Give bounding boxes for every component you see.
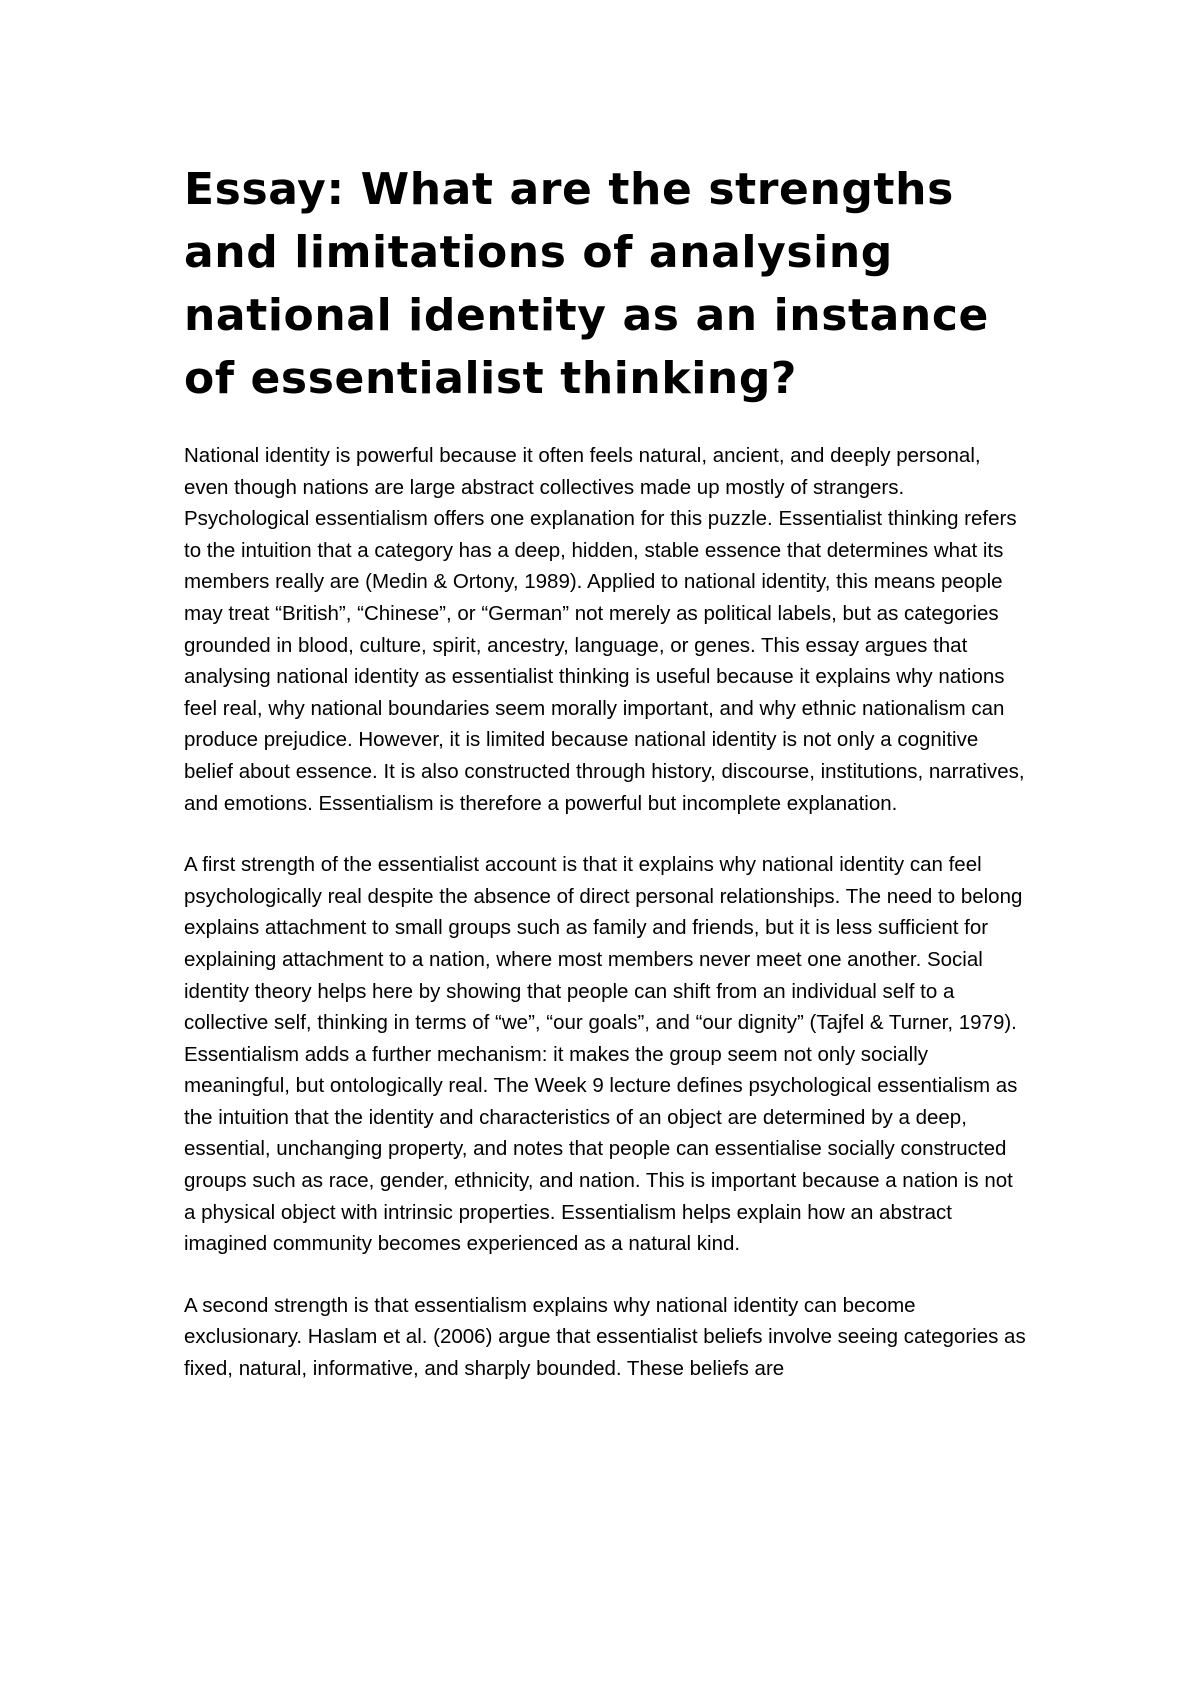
paragraph-introduction: National identity is powerful because it often feels natural, ancient, and deeply personal, even though nations are large abstract collectives made up mostly of strangers. Psychological essentialism offers one explanation for this puzzle. Essentialist thinking refers to the intuition that a category has a deep, hidden, stable essence that determines what its members really are (Medin & Ortony, 1989). Applied to national identity, this means people may treat “British”, “Chinese”, or “German” not merely as political labels, but as categories grounded in blood, culture, spirit, ancestry, language, or genes. This essay argues that analysing national identity as essentialist thinking is useful because it explains why nations feel real, why national boundaries seem morally important, and why ethnic nationalism can produce prejudice. However, it is limited because national identity is not only a cognitive belief about essence. It is also constructed through history, discourse, institutions, narratives, and emotions. Essentialism is therefore a powerful but incomplete explanation.	[184, 444, 1025, 815]
document-body	[184, 158, 1029, 1385]
paragraph-first-strength: A first strength of the essentialist account is that it explains why national identity can feel psychologically real despite the absence of direct personal relationships. The need to belong explains attachment to small groups such as family and friends, but it is less sufficient for explaining attachment to a nation, where most members never meet one another. Social identity theory helps here by showing that people can shift from an individual self to a collective self, thinking in terms of “we”, “our goals”, and “our dignity” (Tajfel & Turner, 1979). Essentialism adds a further mechanism: it makes the group seem not only socially meaningful, but ontologically real. The Week 9 lecture defines psychological essentialism as the intuition that the identity and characteristics of an object are determined by a deep, essential, unchanging property, and notes that people can essentialise socially constructed groups such as race, gender, ethnicity, and nation. This is important because a nation is not a physical object with intrinsic properties. Essentialism helps explain how an abstract imagined community becomes experienced as a natural kind.	[184, 853, 1023, 1256]
paragraph-second-strength: A second strength is that essentialism explains why national identity can become exclusionary. Haslam et al. (2006) argue that essentialist beliefs involve seeing categories as fixed, natural, informative, and sharply bounded. These beliefs are	[184, 1293, 1026, 1381]
essay-title: Essay: What are the strengths and limitations of analysing national identity as an instance of essentialist thinking?	[184, 164, 989, 404]
